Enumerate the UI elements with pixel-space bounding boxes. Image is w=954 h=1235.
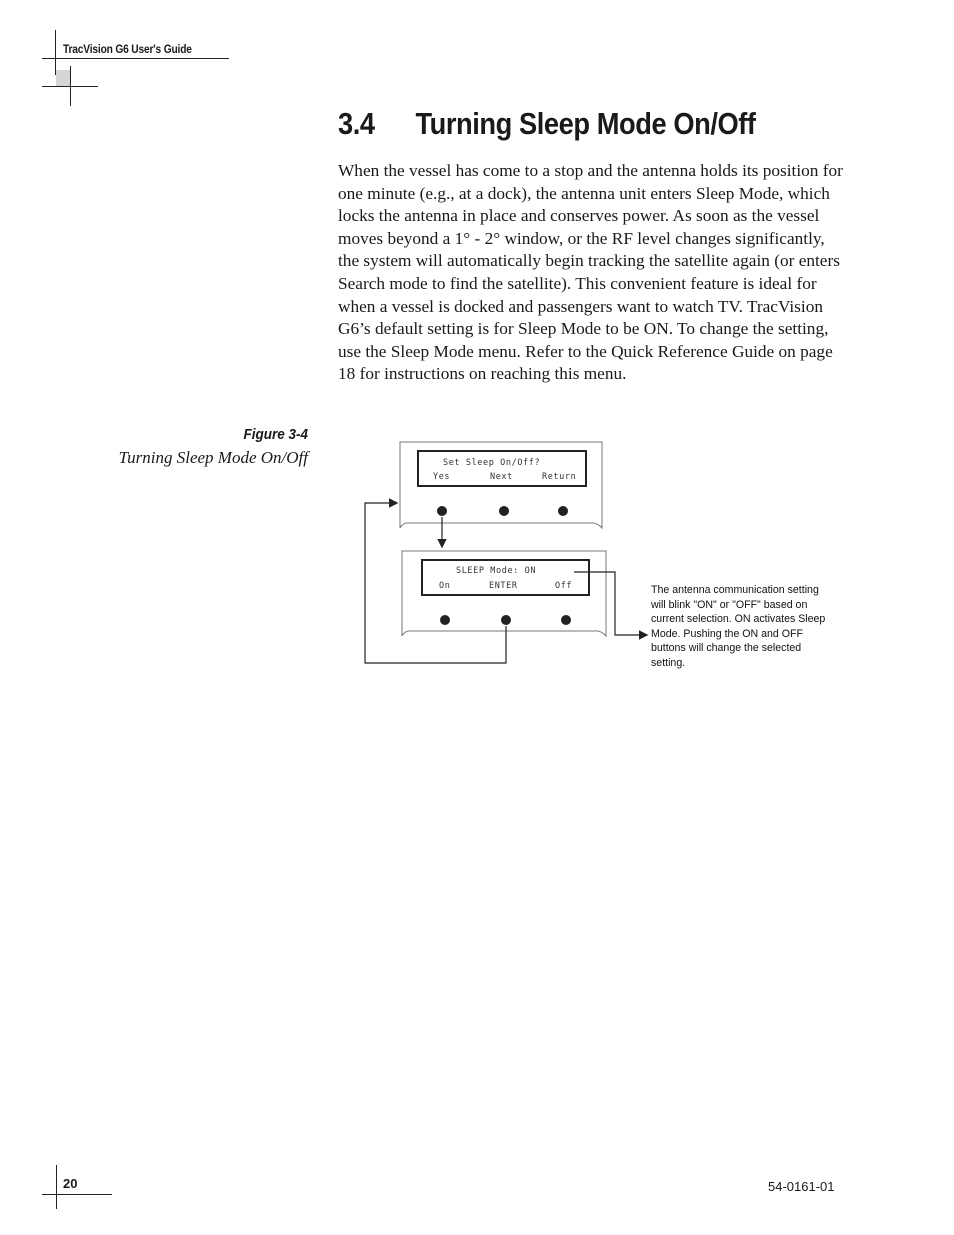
lcd2-line1: SLEEP Mode: ON (456, 566, 537, 576)
running-header: TracVision G6 User's Guide (63, 42, 192, 56)
lcd1-line1: Set Sleep On/Off? (443, 458, 541, 468)
button-dot (499, 506, 509, 516)
lcd2-btn-center: ENTER (489, 581, 518, 591)
lcd2-btn-right: Off (555, 581, 573, 591)
figure-label: Figure 3-4 (243, 426, 308, 443)
lcd1-btn-right: Return (542, 472, 577, 482)
button-dot (558, 506, 568, 516)
button-dot (561, 615, 571, 625)
button-dot (437, 506, 447, 516)
section-title: Turning Sleep Mode On/Off (415, 106, 756, 141)
document-number: 54-0161-01 (768, 1179, 835, 1194)
lcd2-btn-left: On (439, 581, 451, 591)
lcd1-btn-center: Next (490, 472, 513, 482)
button-dot (440, 615, 450, 625)
button-dot (501, 615, 511, 625)
lcd1-btn-left: Yes (433, 472, 451, 482)
figure-caption: Turning Sleep Mode On/Off (118, 448, 308, 467)
callout-note: The antenna communication setting will blink "ON" or "OFF" based on current selection. ON activates Sleep Mode. Pushing the ON and OFF buttons will change the selected setting. (651, 584, 826, 669)
body-paragraph: When the vessel has come to a stop and the antenna holds its position for one minute (e.g., at a dock), the antenna unit enters Sleep Mode, which locks the antenna in place and conserves power. As soon as the vessel moves beyond a 1° - 2° window, or the RF level changes significantly, the system will automatically begin tracking the satellite again (or enters Search mode to find the satellite). This convenient feature is ideal for when a vessel is docked and passengers want to watch TV. TracVision G6’s default setting is for Sleep Mode to be ON. To change the setting, use the Sleep Mode menu. Refer to the Quick Reference Guide on page 18 for instructions on reaching this menu. (338, 161, 843, 384)
page-number: 20 (63, 1176, 78, 1191)
section-number: 3.4 (338, 106, 375, 141)
